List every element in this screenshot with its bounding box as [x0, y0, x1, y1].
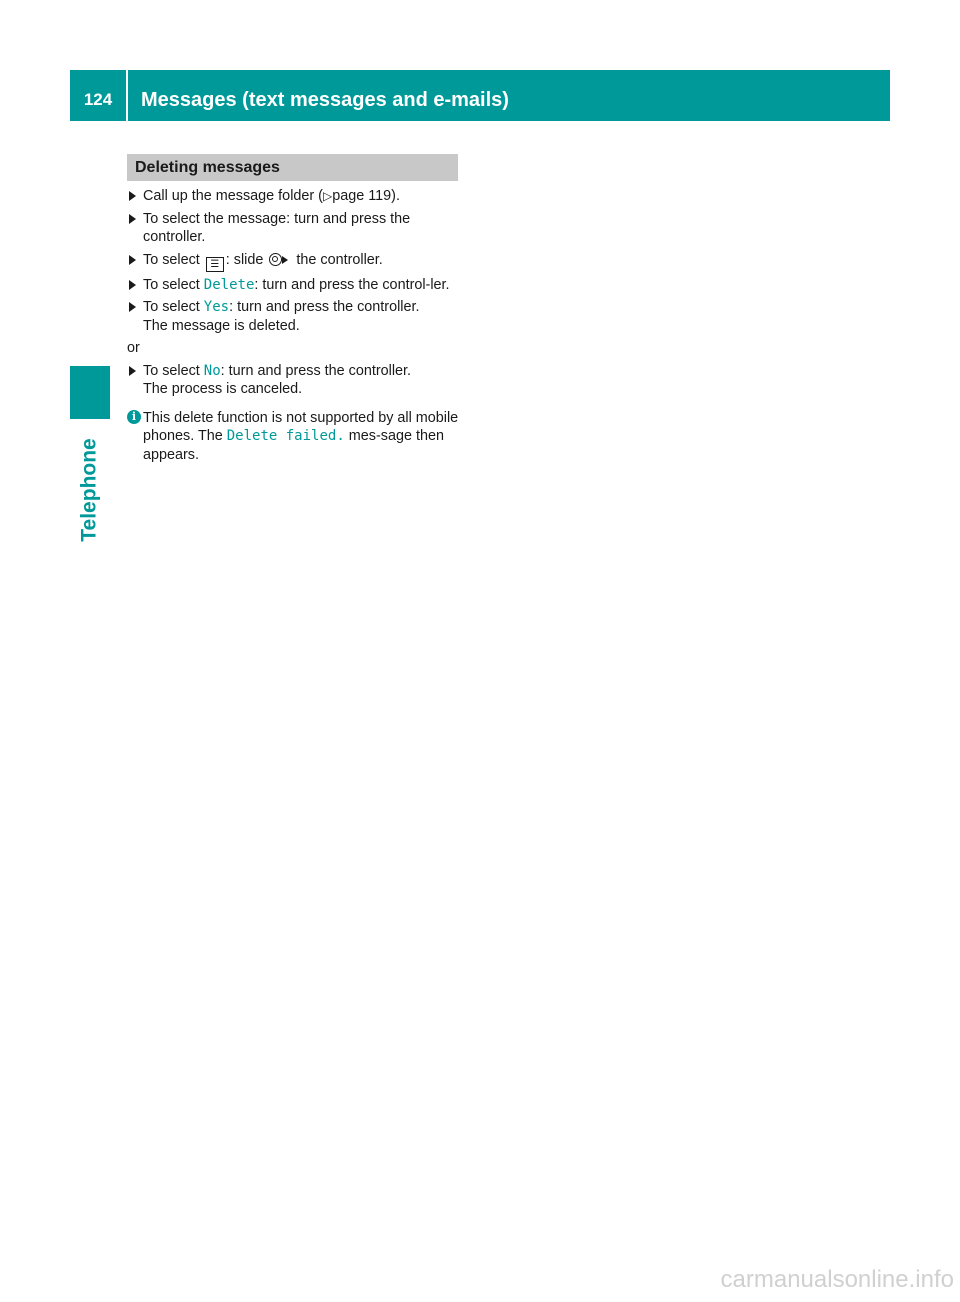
- or-separator: or: [127, 340, 140, 356]
- page-reference-triangle-icon: ▷: [322, 189, 333, 203]
- ui-label-delete-failed: Delete failed.: [226, 428, 345, 444]
- side-tab-marker: [70, 366, 110, 419]
- step-result: The message is deleted.: [143, 317, 300, 334]
- step-arrow-icon: [129, 214, 136, 224]
- step-arrow-icon: [129, 366, 136, 376]
- page-header: [70, 70, 890, 121]
- info-note: i This delete function is not supported by all mobile phones. The Delete failed. mes-sage then appears.: [127, 409, 463, 465]
- ui-label-delete: Delete: [203, 276, 255, 293]
- step-arrow-icon: [129, 255, 136, 265]
- step-result: The process is canceled.: [143, 381, 303, 397]
- instruction-step: To select Delete: turn and press the control-ler.: [127, 276, 463, 295]
- slide-right-arrow-icon: [282, 256, 288, 264]
- step-arrow-icon: [129, 191, 136, 201]
- watermark: carmanualsonline.info: [720, 1266, 954, 1293]
- instruction-step: To select ☰ : slide the controller.: [127, 251, 463, 272]
- side-tab: [68, 430, 112, 550]
- section-deleting-messages: [127, 154, 463, 464]
- step-arrow-icon: [129, 302, 136, 312]
- message-options-icon: ☰: [206, 257, 224, 272]
- page-title: Messages (text messages and e-mails): [141, 89, 509, 111]
- section-heading: Deleting messages: [127, 154, 458, 181]
- step-arrow-icon: [129, 280, 136, 290]
- instruction-step: To select Yes: turn and press the controller. The message is deleted.: [127, 298, 463, 335]
- page-number: 124: [83, 90, 113, 109]
- ui-label-no: No: [203, 362, 221, 379]
- page-reference-link[interactable]: page 119).: [332, 188, 400, 204]
- instruction-step: To select the message: turn and press the controller.: [127, 210, 463, 247]
- header-divider: [126, 70, 128, 121]
- instruction-step: To select No: turn and press the controller. The process is canceled.: [127, 362, 463, 399]
- side-tab-label: Telephone: [78, 438, 102, 542]
- info-icon: i: [127, 410, 141, 424]
- instruction-step: Call up the message folder (▷page 119).: [127, 187, 463, 206]
- ui-label-yes: Yes: [203, 299, 230, 315]
- controller-icon: [269, 253, 282, 266]
